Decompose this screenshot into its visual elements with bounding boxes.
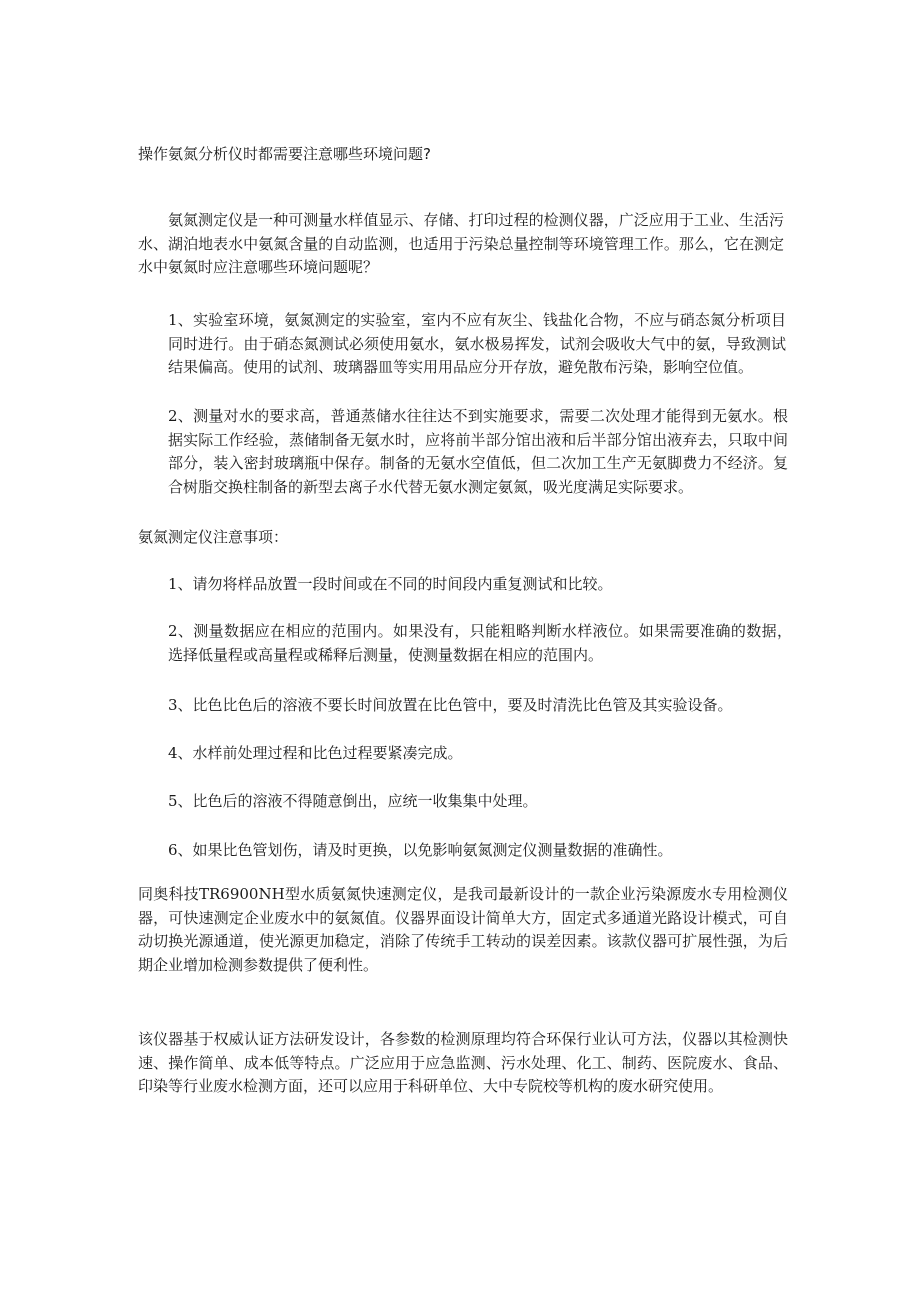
notes-heading: 氨氮测定仪注意事项： — [138, 528, 289, 546]
note-item: 1、请勿将样品放置一段时间或在不同的时间段内重复测试和比较。 — [168, 575, 613, 593]
intro-paragraph: 氨氮测定仪是一种可测量水样值显示、存储、打印过程的检测仪器，广泛应用于工业、生活污水、湖泊地表水中氨氮含量的自动监测，也适用于污染总量控制等环境管理工作。那么，它在测定水中氨氮时应注意哪些环境问题呢？ — [138, 211, 784, 276]
note-item: 6、如果比色管划伤，请及时更换，以免影响氨氮测定仪测量数据的准确性。 — [168, 841, 673, 859]
note-item: 4、水样前处理过程和比色过程要紧凑完成。 — [168, 744, 463, 762]
note-item: 5、比色后的溶液不得随意倒出，应统一收集集中处理。 — [168, 792, 538, 810]
method-paragraph: 该仪器基于权威认证方法研发设计，各参数的检测原理均符合环保行业认可方法，仪器以其检测快速、操作简单、成本低等特点。广泛应用于应急监测、污水处理、化工、制药、医院废水、食品、印染等行业废水检测方面，还可以应用于科研单位、大中专院校等机构的废水研究使用。 — [138, 1030, 788, 1095]
environment-item: 1、实验室环境，氨氮测定的实验室，室内不应有灰尘、钱盐化合物，不应与硝态氮分析项目同时进行。由于硝态氮测试必须使用氨水，氨水极易挥发，试剂会吸收大气中的氨，导致测试结果偏高。使用的试剂、玻璃器皿等实用用品应分开存放，避免散布污染，影响空位值。 — [168, 311, 786, 376]
note-item: 2、测量数据应在相应的范围内。如果没有，只能粗略判断水样液位。如果需要准确的数据，选择低量程或高量程或稀释后测量，使测量数据在相应的范围内。 — [168, 622, 792, 664]
page-title: 操作氨氮分析仪时都需要注意哪些环境问题? — [138, 145, 431, 163]
environment-item: 2、测量对水的要求高，普通蒸储水往往达不到实施要求，需要二次处理才能得到无氨水。根据实际工作经验，蒸储制备无氨水时，应将前半部分馆出液和后半部分馆出液弃去，只取中间部分，装入密封玻璃瓶中保存。制备的无氨水空值低，但二次加工生产无氨脚费力不经济。复合树脂交换柱制备的新型去离子水代替无氨水测定氨氮，吸光度满足实际要求。 — [168, 407, 788, 496]
product-paragraph: 同奥科技TR6900NH型水质氨氮快速测定仪，是我司最新设计的一款企业污染源废水专用检测仪器，可快速测定企业废水中的氨氮值。仪器界面设计简单大方，固定式多通道光路设计模式，可自动切换光源通道，使光源更加稳定，消除了传统手工转动的误差因素。该款仪器可扩展性强，为后期企业增加检测参数提供了便利性。 — [138, 885, 788, 974]
note-item: 3、比色比色后的溶液不要长时间放置在比色管中，要及时清洗比色管及其实验设备。 — [168, 696, 733, 714]
